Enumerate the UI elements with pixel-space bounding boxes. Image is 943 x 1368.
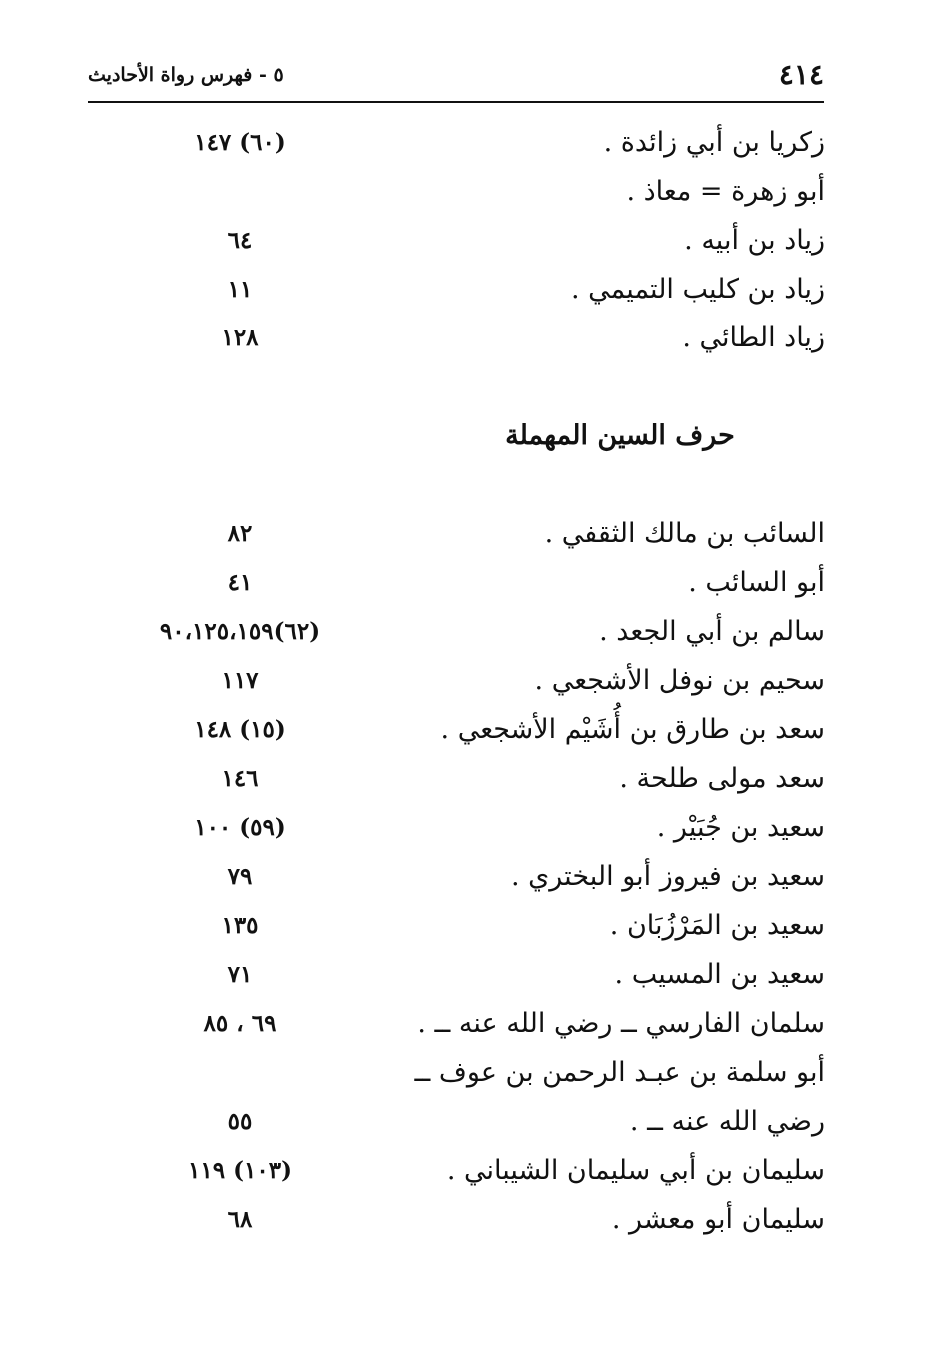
narrator-name: سعيد بن المَرْزُبَان . <box>609 910 825 941</box>
narrator-name: أبو زهرة = معاذ . <box>626 176 825 207</box>
index-entry <box>120 318 825 358</box>
page-references: ٧١ <box>227 961 253 988</box>
index-entry <box>120 1102 825 1142</box>
narrator-name: سليمان أبو معشر . <box>611 1204 825 1235</box>
index-entry <box>120 172 825 212</box>
section-title: ٥ - فهرس رواة الأحاديث <box>88 64 284 86</box>
index-entry <box>120 1053 825 1093</box>
index-entry <box>120 710 825 750</box>
index-entry <box>120 661 825 701</box>
page-number: ٤١٤ <box>778 58 824 91</box>
section-heading: حرف السين المهملة <box>505 420 735 451</box>
index-entry <box>120 563 825 603</box>
page-references: (٦٢)٩٠،١٢٥،١٥٩ <box>159 618 321 645</box>
index-entry <box>120 1151 825 1191</box>
index-entry <box>120 955 825 995</box>
index-entry <box>120 123 825 163</box>
narrator-name: سالم بن أبي الجعد . <box>599 616 825 647</box>
page-references: ٧٩ <box>227 863 253 890</box>
index-entry <box>120 221 825 261</box>
page-references: ١٢٨ <box>221 324 259 351</box>
index-entry <box>120 612 825 652</box>
page-references: ٦٤ <box>227 227 253 254</box>
narrator-name: زياد الطائي . <box>682 322 825 353</box>
index-entry <box>120 1004 825 1044</box>
narrator-name: سعيد بن فيروز أبو البختري . <box>510 861 825 892</box>
index-entry <box>120 270 825 310</box>
narrator-name: سعيد بن جُبَيْر . <box>656 812 825 843</box>
index-entry <box>120 906 825 946</box>
narrator-name: سحيم بن نوفل الأشجعي . <box>534 665 825 696</box>
narrator-name: أبو السائب . <box>688 567 825 598</box>
page-references: ٦٨ <box>227 1206 253 1233</box>
narrator-name: سعيد بن المسيب . <box>614 959 825 990</box>
narrator-name: سعد مولى طلحة . <box>619 763 825 794</box>
index-entry <box>120 759 825 799</box>
narrator-name: زياد بن أبيه . <box>684 225 825 256</box>
narrator-name: السائب بن مالك الثقفي . <box>544 518 825 549</box>
index-entry <box>120 808 825 848</box>
index-entry <box>120 514 825 554</box>
page-references: ٤١ <box>227 569 253 596</box>
page-references: (٥٩) ١٠٠ <box>194 814 286 841</box>
page-references: ١١٧ <box>221 667 259 694</box>
narrator-name: سلمان الفارسي ــ رضي الله عنه ــ . <box>417 1008 825 1039</box>
page-references: ١١ <box>227 276 253 303</box>
page-references: (١٠٣) ١١٩ <box>188 1157 292 1184</box>
page-references: ٥٥ <box>227 1108 253 1135</box>
narrator-name: أبو سلمة بن عبـد الرحمن بن عوف ــ <box>414 1057 825 1088</box>
narrator-name: زياد بن كليب التميمي . <box>571 274 825 305</box>
page-references: ١٣٥ <box>221 912 259 939</box>
index-entry <box>120 1200 825 1240</box>
narrator-name: سليمان بن أبي سليمان الشيباني . <box>446 1155 825 1186</box>
page-references: ١٤٦ <box>221 765 259 792</box>
narrator-name: رضي الله عنه ــ . <box>629 1106 825 1137</box>
index-entry <box>120 857 825 897</box>
page-references: (٦٠) ١٤٧ <box>194 129 286 156</box>
page-references: (١٥) ١٤٨ <box>194 716 286 743</box>
narrator-name: سعد بن طارق بن أُشَيْم الأشجعي . <box>440 714 825 745</box>
page-references: ٦٩ ، ٨٥ <box>203 1010 277 1037</box>
page-references: ٨٢ <box>227 520 253 547</box>
narrator-name: زكريا بن أبي زائدة . <box>603 127 825 158</box>
